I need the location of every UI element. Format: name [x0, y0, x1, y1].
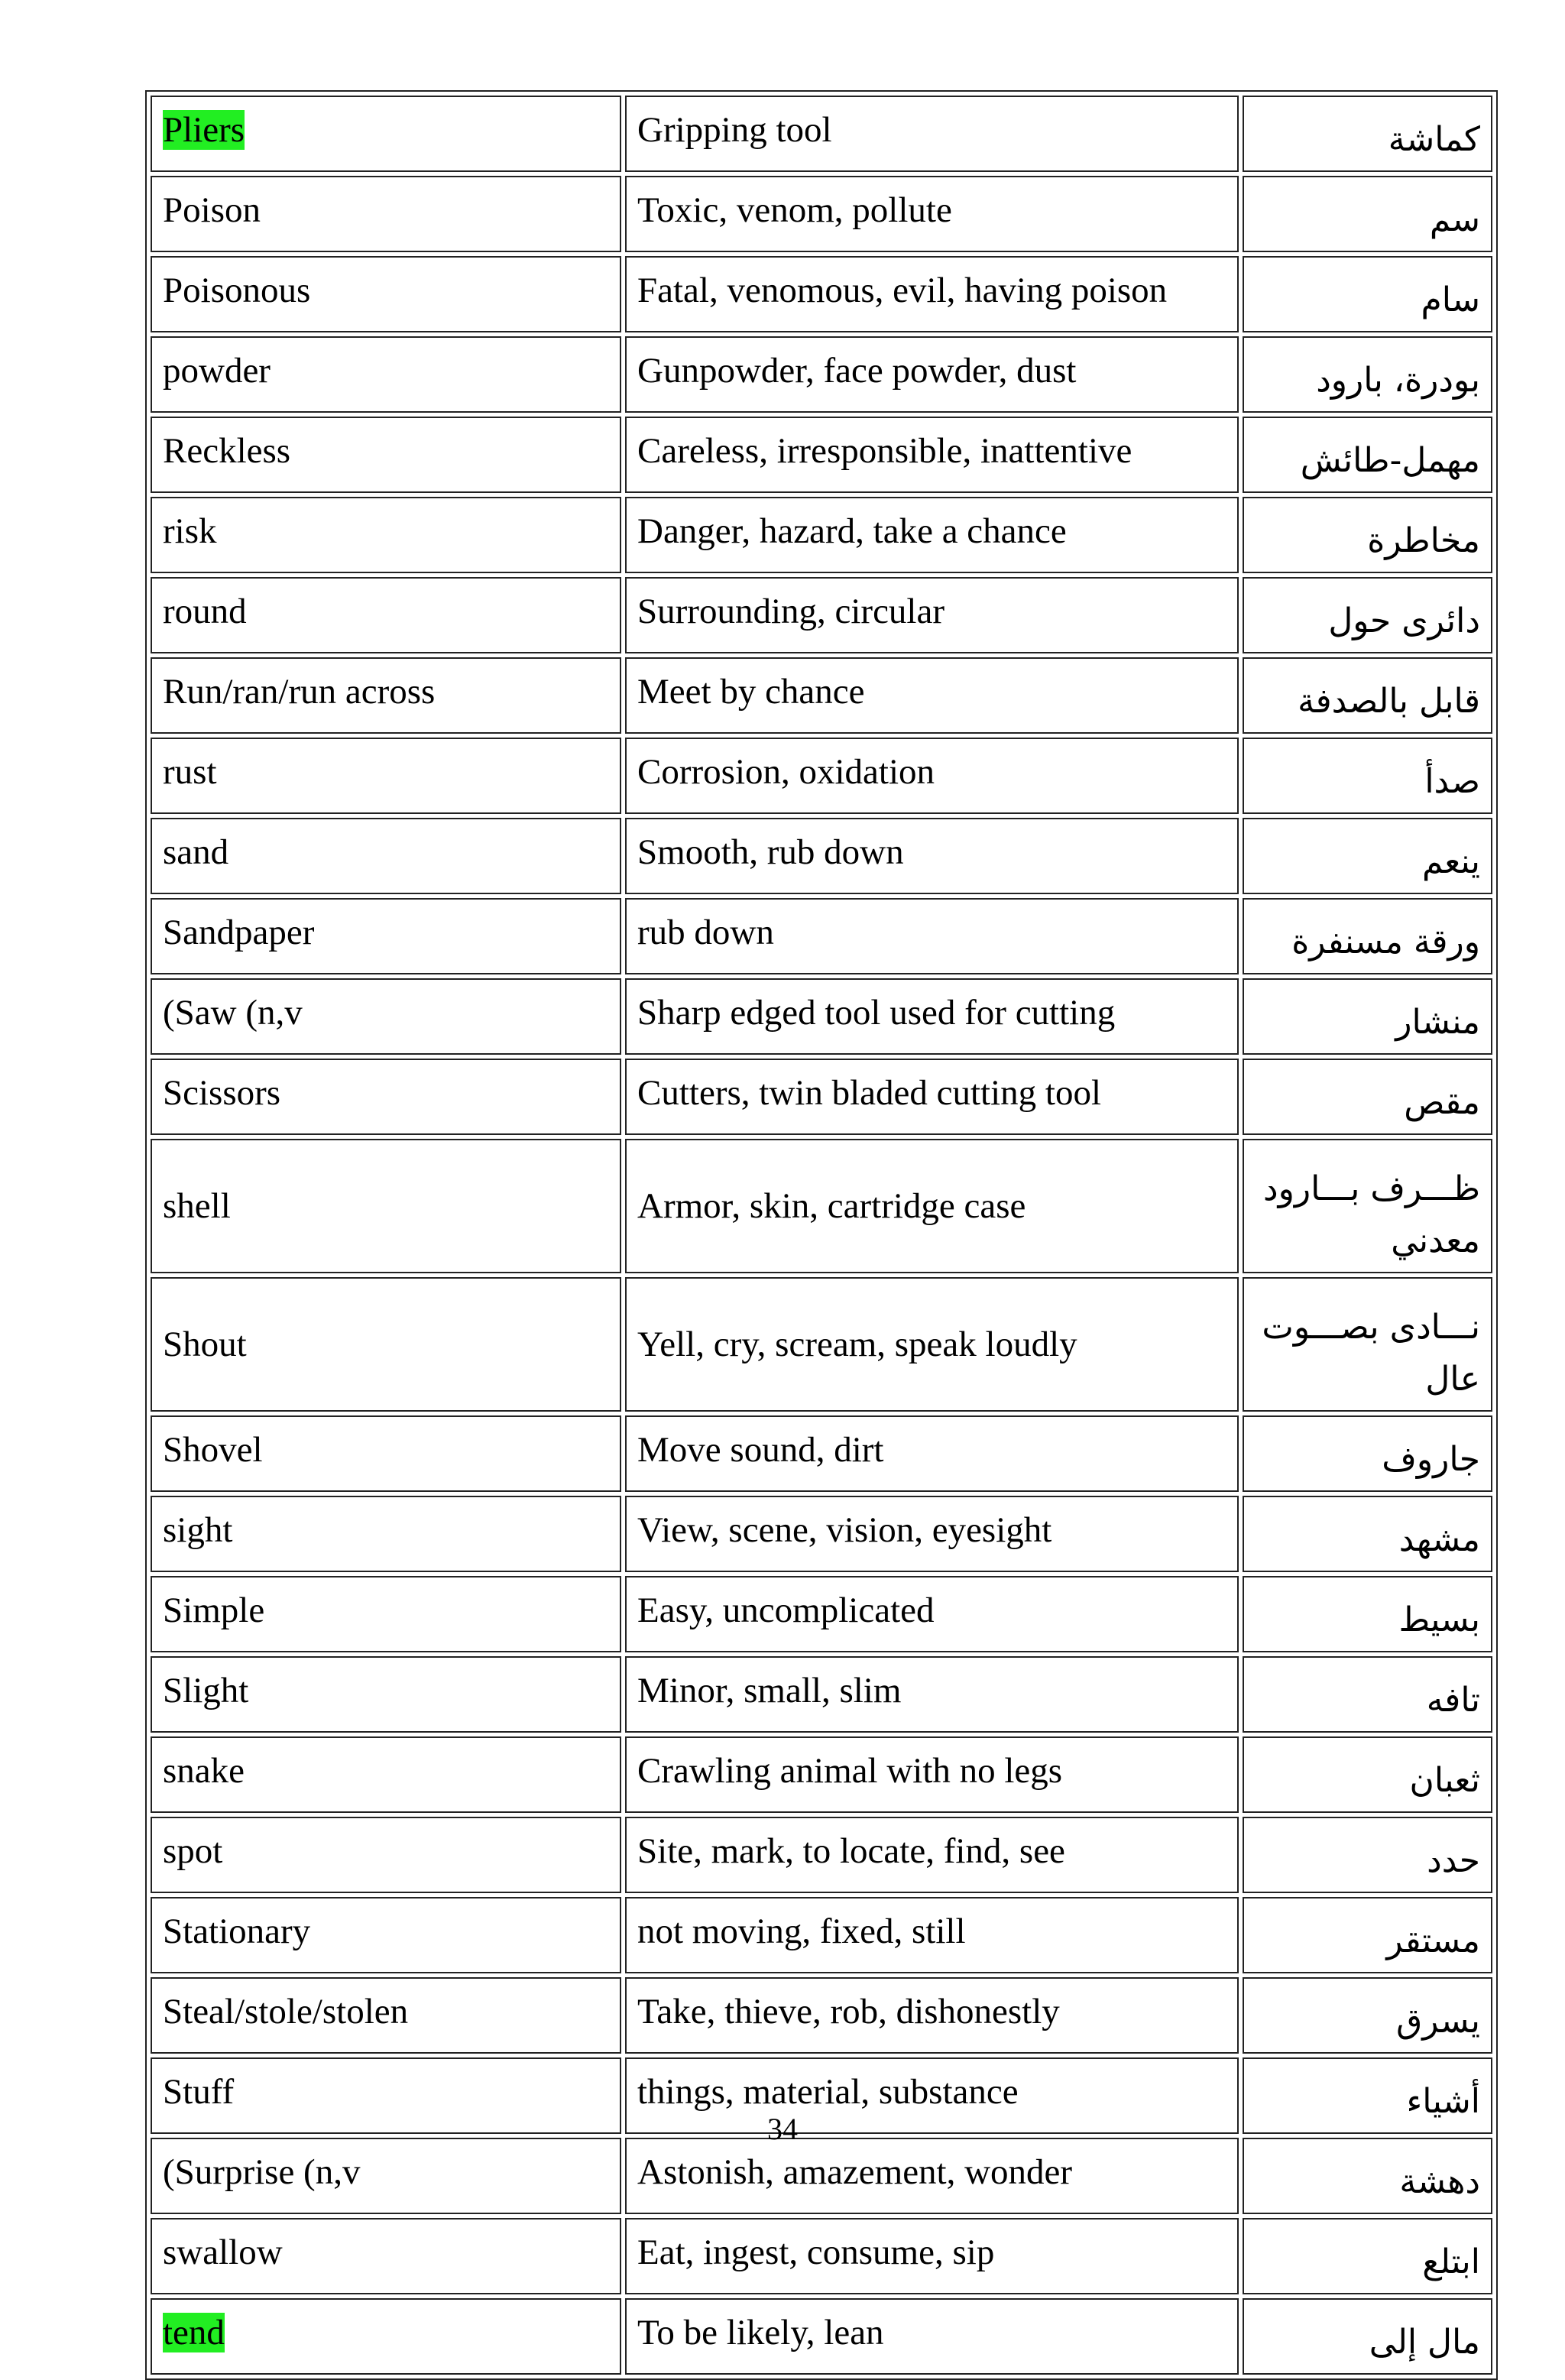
vocabulary-word: (Saw (n,v [163, 993, 303, 1033]
word-cell [151, 1736, 621, 1813]
table-row [151, 336, 1492, 413]
table-row [151, 2218, 1492, 2294]
vocabulary-word: Run/ran/run across [163, 672, 436, 712]
table-row [151, 497, 1492, 573]
table-row [151, 417, 1492, 493]
synonyms-cell: View, scene, vision, eyesight [625, 1496, 1239, 1572]
arabic-translation-cell: كماشة [1243, 96, 1492, 172]
synonyms-cell: To be likely, lean [625, 2298, 1239, 2375]
table-row [151, 256, 1492, 332]
table-row [151, 1496, 1492, 1572]
word-cell [151, 1059, 621, 1135]
word-cell [151, 1977, 621, 2054]
word-cell [151, 96, 621, 172]
word-cell [151, 818, 621, 894]
arabic-translation-cell: ظـــرف بـــارود معدني [1243, 1139, 1492, 1273]
word-cell [151, 2298, 621, 2375]
synonyms-cell: Corrosion, oxidation [625, 738, 1239, 814]
table-row [151, 657, 1492, 734]
table-row [151, 2138, 1492, 2214]
table-row [151, 176, 1492, 252]
vocabulary-word: Pliers [163, 110, 245, 150]
arabic-translation-cell: ثعبان [1243, 1736, 1492, 1813]
arabic-translation-cell: بسيط [1243, 1576, 1492, 1652]
synonyms-cell: Minor, small, slim [625, 1656, 1239, 1733]
synonyms-cell: Smooth, rub down [625, 818, 1239, 894]
synonyms-cell: Take, thieve, rob, dishonestly [625, 1977, 1239, 2054]
arabic-translation-cell: مهمل-طائش [1243, 417, 1492, 493]
arabic-translation-cell: جاروف [1243, 1415, 1492, 1492]
vocabulary-word: Poison [163, 190, 261, 230]
vocabulary-word: Simple [163, 1590, 265, 1630]
word-cell [151, 1817, 621, 1893]
arabic-translation-cell: حدد [1243, 1817, 1492, 1893]
arabic-translation-cell: مقص [1243, 1059, 1492, 1135]
vocabulary-word: shell [163, 1185, 231, 1226]
word-cell [151, 738, 621, 814]
table-row [151, 818, 1492, 894]
arabic-translation-cell: مشهد [1243, 1496, 1492, 1572]
table-row [151, 1897, 1492, 1973]
word-cell [151, 2138, 621, 2214]
arabic-translation-cell: يسرق [1243, 1977, 1492, 2054]
vocabulary-word: Reckless [163, 431, 291, 471]
arabic-translation-cell: ينعم [1243, 818, 1492, 894]
arabic-translation-cell: ورقة مسنفرة [1243, 898, 1492, 974]
synonyms-cell: Surrounding, circular [625, 577, 1239, 653]
word-cell [151, 1415, 621, 1492]
table-row [151, 1576, 1492, 1652]
word-cell [151, 497, 621, 573]
synonyms-cell: Danger, hazard, take a chance [625, 497, 1239, 573]
word-cell [151, 417, 621, 493]
table-row [151, 898, 1492, 974]
word-cell [151, 1496, 621, 1572]
word-cell [151, 1277, 621, 1412]
table-row [151, 1817, 1492, 1893]
arabic-translation-cell: نـــادى بصـــوت عال [1243, 1277, 1492, 1412]
synonyms-cell: Yell, cry, scream, speak loudly [625, 1277, 1239, 1412]
table-row [151, 1277, 1492, 1412]
word-cell [151, 1576, 621, 1652]
table-row [151, 1415, 1492, 1492]
vocabulary-word: risk [163, 511, 217, 551]
synonyms-cell: Gripping tool [625, 96, 1239, 172]
vocabulary-word: Poisonous [163, 271, 311, 310]
word-cell [151, 1139, 621, 1273]
synonyms-cell: not moving, fixed, still [625, 1897, 1239, 1973]
vocabulary-word: rust [163, 752, 217, 792]
table-row [151, 96, 1492, 172]
arabic-translation-cell: دهشة [1243, 2138, 1492, 2214]
table-row [151, 738, 1492, 814]
arabic-translation-cell: قابل بالصدفة [1243, 657, 1492, 734]
arabic-translation-cell: مال إلى [1243, 2298, 1492, 2375]
vocabulary-word: spot [163, 1831, 223, 1871]
word-cell [151, 256, 621, 332]
vocabulary-word: Shout [163, 1324, 247, 1364]
vocabulary-word: Stationary [163, 1911, 311, 1951]
arabic-translation-cell: بودرة، بارود [1243, 336, 1492, 413]
page-number: 34 [767, 2112, 798, 2146]
table-row [151, 1977, 1492, 2054]
table-row [151, 978, 1492, 1055]
vocabulary-word: powder [163, 351, 271, 391]
arabic-translation-cell: مستقر [1243, 1897, 1492, 1973]
word-cell [151, 1656, 621, 1733]
table-row [151, 1139, 1492, 1273]
word-cell [151, 978, 621, 1055]
table-row [151, 1656, 1492, 1733]
word-cell [151, 1897, 621, 1973]
word-cell [151, 2218, 621, 2294]
synonyms-cell: Toxic, venom, pollute [625, 176, 1239, 252]
vocabulary-word: Shovel [163, 1430, 263, 1470]
synonyms-cell: things, material, substance [625, 2057, 1239, 2134]
vocabulary-word: sight [163, 1510, 233, 1550]
synonyms-cell: Astonish, amazement, wonder [625, 2138, 1239, 2214]
table-row [151, 577, 1492, 653]
vocabulary-table [145, 90, 1498, 2380]
arabic-translation-cell: منشار [1243, 978, 1492, 1055]
arabic-translation-cell: أشياء [1243, 2057, 1492, 2134]
vocabulary-word: Slight [163, 1671, 249, 1710]
vocabulary-word: Scissors [163, 1073, 281, 1113]
synonyms-cell: Easy, uncomplicated [625, 1576, 1239, 1652]
arabic-translation-cell: سم [1243, 176, 1492, 252]
arabic-translation-cell: ابتلع [1243, 2218, 1492, 2294]
synonyms-cell: Sharp edged tool used for cutting [625, 978, 1239, 1055]
word-cell [151, 176, 621, 252]
synonyms-cell: rub down [625, 898, 1239, 974]
vocabulary-word: Stuff [163, 2072, 235, 2112]
arabic-translation-cell: صدأ [1243, 738, 1492, 814]
table-row [151, 1736, 1492, 1813]
vocabulary-word: round [163, 592, 247, 631]
vocabulary-word: Sandpaper [163, 913, 315, 952]
table-row [151, 2298, 1492, 2375]
synonyms-cell: Move sound, dirt [625, 1415, 1239, 1492]
synonyms-cell: Fatal, venomous, evil, having poison [625, 256, 1239, 332]
word-cell [151, 577, 621, 653]
arabic-translation-cell: مخاطرة [1243, 497, 1492, 573]
synonyms-cell: Armor, skin, cartridge case [625, 1139, 1239, 1273]
synonyms-cell: Meet by chance [625, 657, 1239, 734]
vocabulary-word: swallow [163, 2232, 283, 2272]
vocabulary-word: sand [163, 832, 229, 872]
vocabulary-word: (Surprise (n,v [163, 2152, 361, 2192]
synonyms-cell: Careless, irresponsible, inattentive [625, 417, 1239, 493]
vocabulary-word: tend [163, 2313, 225, 2352]
synonyms-cell: Gunpowder, face powder, dust [625, 336, 1239, 413]
synonyms-cell: Site, mark, to locate, find, see [625, 1817, 1239, 1893]
word-cell [151, 657, 621, 734]
arabic-translation-cell: دائرى حول [1243, 577, 1492, 653]
arabic-translation-cell: سام [1243, 256, 1492, 332]
arabic-translation-cell: تافه [1243, 1656, 1492, 1733]
vocabulary-word: Steal/stole/stolen [163, 1992, 409, 2031]
synonyms-cell: Cutters, twin bladed cutting tool [625, 1059, 1239, 1135]
synonyms-cell: Eat, ingest, consume, sip [625, 2218, 1239, 2294]
word-cell [151, 898, 621, 974]
vocabulary-table-body [151, 96, 1492, 2375]
synonyms-cell: Crawling animal with no legs [625, 1736, 1239, 1813]
table-row [151, 1059, 1492, 1135]
vocabulary-word: snake [163, 1751, 245, 1791]
word-cell [151, 336, 621, 413]
